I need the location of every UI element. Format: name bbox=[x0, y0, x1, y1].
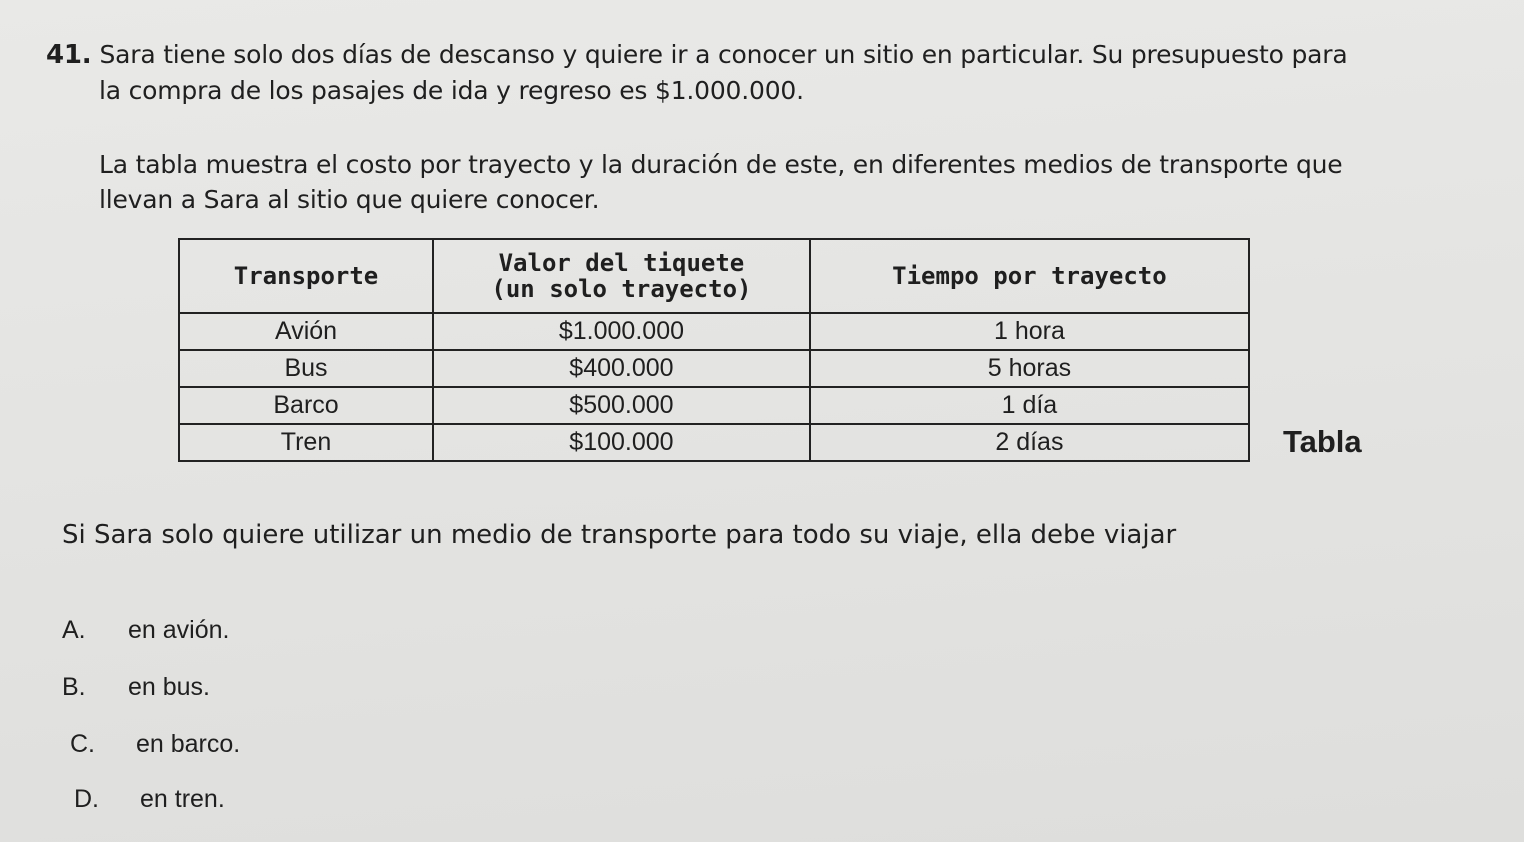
cell-value: $400.000 bbox=[433, 350, 810, 387]
option-letter: D. bbox=[74, 785, 99, 813]
question-prompt: Si Sara solo quiere utilizar un medio de transporte para todo su viaje, ella debe viajar bbox=[62, 520, 1177, 550]
answer-option-c[interactable] bbox=[70, 730, 240, 759]
header-time: Tiempo por trayecto bbox=[810, 239, 1249, 313]
cell-value: $1.000.000 bbox=[433, 313, 810, 350]
option-letter: C. bbox=[70, 730, 95, 758]
cell-transport: Tren bbox=[179, 424, 433, 461]
answer-option-a[interactable] bbox=[62, 616, 229, 645]
header-ticket-value-line1: Valor del tiquete bbox=[498, 249, 745, 277]
cell-value: $100.000 bbox=[433, 424, 810, 461]
option-letter: A. bbox=[62, 616, 86, 644]
option-text: en tren. bbox=[140, 785, 225, 813]
question-line-1 bbox=[46, 40, 1348, 70]
cell-time: 1 hora bbox=[810, 313, 1249, 350]
answer-option-d[interactable] bbox=[74, 785, 225, 814]
cell-time: 1 día bbox=[810, 387, 1249, 424]
option-text: en avión. bbox=[128, 616, 230, 644]
cell-time: 5 horas bbox=[810, 350, 1249, 387]
option-letter: B. bbox=[62, 673, 86, 701]
cell-transport: Bus bbox=[179, 350, 433, 387]
header-ticket-value bbox=[433, 239, 810, 313]
table-row bbox=[179, 313, 1249, 350]
cell-transport: Avión bbox=[179, 313, 433, 350]
option-text: en bus. bbox=[128, 673, 211, 701]
question-number: 41. bbox=[46, 40, 92, 70]
cell-value: $500.000 bbox=[433, 387, 810, 424]
table-header-row bbox=[179, 239, 1249, 313]
header-ticket-value-line2: (un solo trayecto) bbox=[491, 275, 752, 303]
header-transport: Transporte bbox=[179, 239, 433, 313]
question-text-1: Sara tiene solo dos días de descanso y quiere ir a conocer un sitio en particular. Su presupuesto para bbox=[99, 40, 1348, 69]
cell-transport: Barco bbox=[179, 387, 433, 424]
cell-time: 2 días bbox=[810, 424, 1249, 461]
table-row bbox=[179, 387, 1249, 424]
question-line-4: llevan a Sara al sitio que quiere conocer. bbox=[99, 185, 600, 214]
answer-option-b[interactable] bbox=[62, 673, 210, 702]
table-row bbox=[179, 350, 1249, 387]
transport-table bbox=[178, 238, 1250, 462]
table-row bbox=[179, 424, 1249, 461]
option-text: en barco. bbox=[136, 730, 241, 758]
question-line-3: La tabla muestra el costo por trayecto y la duración de este, en diferentes medios de transporte que bbox=[99, 150, 1343, 179]
question-line-2: la compra de los pasajes de ida y regreso es $1.000.000. bbox=[99, 76, 804, 105]
table-label: Tabla bbox=[1283, 424, 1362, 459]
